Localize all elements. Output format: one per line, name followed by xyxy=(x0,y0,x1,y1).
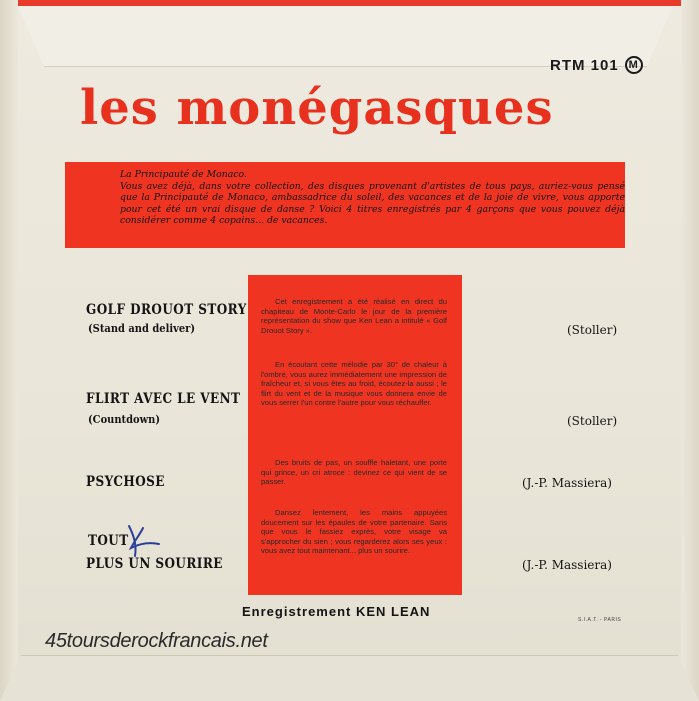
printer-credit: S.I.A.T. - PARIS xyxy=(578,617,622,623)
track-3-title: PSYCHOSE xyxy=(86,474,165,490)
track-2-subtitle: (Countdown) xyxy=(88,413,161,426)
album-title: les monégasques xyxy=(80,80,554,136)
site-watermark: 45toursderockfrancais.net xyxy=(45,630,268,652)
liner-notes-box xyxy=(248,275,462,595)
catalog-number-block xyxy=(550,56,643,74)
right-fold-shadow xyxy=(681,0,699,700)
liner-note-1: Cet enregistrement a été réalisé en direct du chapiteau de Monte-Carlo le jour de la première représentation du show que Ken Lean a intitulé « Golf Drouot Story ». xyxy=(261,297,447,335)
track-3-composer: (J.-P. Massiera) xyxy=(522,476,612,490)
track-2-title: FLIRT AVEC LE VENT xyxy=(86,391,241,407)
label-logo-icon xyxy=(625,56,643,74)
intro-first-line: La Principauté de Monaco. xyxy=(120,169,247,180)
track-4-composer: (J.-P. Massiera) xyxy=(522,558,612,572)
track-4-title-line2: PLUS UN SOURIRE xyxy=(86,556,223,572)
track-1-subtitle: (Stand and deliver) xyxy=(88,322,196,335)
bottom-flap xyxy=(0,655,699,701)
intro-body: Vous avez déjà, dans votre collection, des disques provenant d'artistes de tous pays, auriez-vous pensé que la Principauté de Monaco, ambassadrice du soleil, des vacances et de la joie de vivre, vous apporte pour cet été un vrai disque de danse ? Voici 4 titres enregistrés par 4 garçons que vous pouvez déjà considérer comme 4 copains... de vacances. xyxy=(120,180,625,227)
label-logo-letter: M xyxy=(628,59,639,71)
handwritten-pen-mark-icon xyxy=(125,522,165,558)
track-4-title-line1: TOUT xyxy=(88,533,129,549)
liner-note-4: Dansez lentement, les mains appuyées doucement sur les épaules de votre partenaire. Sans que vous le fassiez exprès, votre visage va s'approcher du sien ; vous regarderez alors ses yeux : vous avez tout maintenant... plus un sourire. xyxy=(261,508,447,556)
liner-note-3: Des bruits de pas, un souffle haletant, une porte qui grince, un cri atroce : devinez ce qui vient de se passer. xyxy=(261,458,447,487)
track-1-title: GOLF DROUOT STORY xyxy=(86,302,247,318)
catalog-number: RTM 101 xyxy=(550,56,619,74)
liner-note-2: En écoutant cette mélodie par 30° de chaleur à l'ombre, vous aurez immédiatement une impression de fraîcheur et, si vous êtes au froid, écoutez-la aussi ; le flirt du vent et de la musique vous donnera envie de vous serrer l'un contre l'autre pour vous réchauffer. xyxy=(261,360,447,408)
track-1-composer: (Stoller) xyxy=(567,323,618,337)
recording-credit: Enregistrement KEN LEAN xyxy=(242,604,431,619)
intro-box xyxy=(65,162,625,248)
top-red-strip xyxy=(0,0,699,6)
intro-text xyxy=(120,169,625,227)
track-2-composer: (Stoller) xyxy=(567,414,618,428)
left-fold-shadow xyxy=(0,0,18,700)
